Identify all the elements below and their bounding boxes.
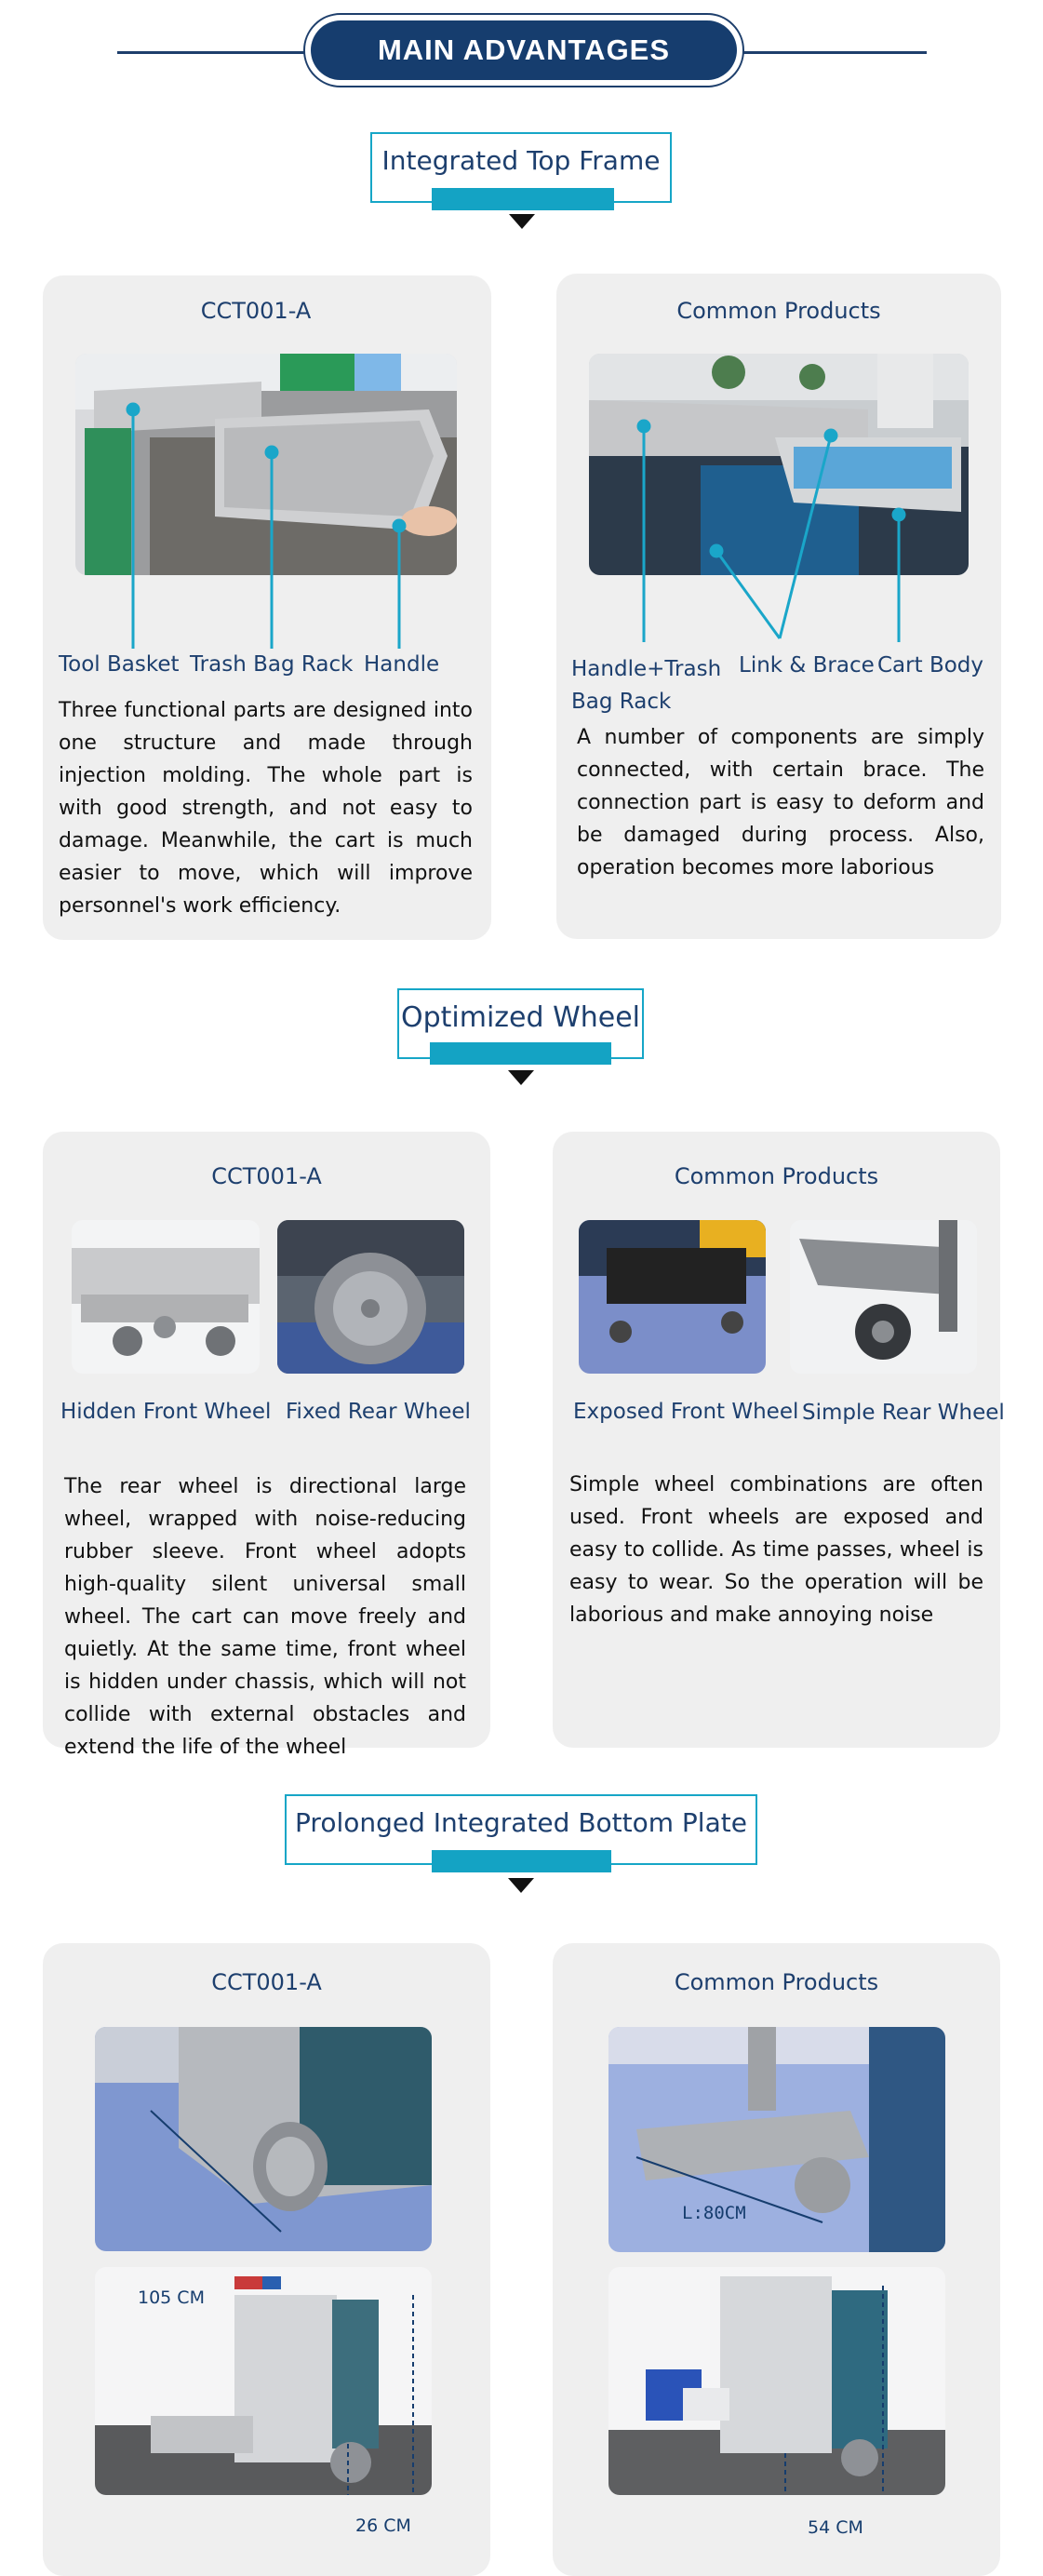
header-badge — [303, 13, 744, 87]
photo-caption: Simple Rear Wheel — [802, 1401, 1005, 1425]
callout-label: Link & Brace — [739, 653, 875, 678]
section-arrow-icon — [508, 1070, 534, 1085]
callout-label: Handle+Trash Bag Rack — [571, 657, 722, 714]
callout-label: Cart Body — [877, 653, 984, 678]
section-title-bar — [432, 188, 614, 210]
panel-title: CCT001-A — [211, 1163, 322, 1189]
header-rule-right — [742, 51, 927, 54]
section-title: Integrated Top Frame — [381, 145, 661, 176]
section-arrow-icon — [509, 214, 535, 229]
section-arrow-icon — [508, 1878, 534, 1893]
section-title-bar — [430, 1042, 611, 1065]
dimension-label: 105 CM — [138, 2288, 205, 2308]
hidden-front-wheel-photo — [72, 1220, 260, 1374]
header-rule-left — [117, 51, 305, 54]
dimension-label: 26 CM — [355, 2516, 411, 2536]
panel-title: Common Products — [674, 1163, 879, 1189]
panel-description: Simple wheel combinations are often used. Front wheels are exposed and easy to collide. As time passes, wheel is easy to wear. So the operation will be laborious and make annoying noise — [569, 1473, 983, 1627]
bottom-plate-length-photo — [95, 2027, 432, 2251]
common-cart-height-photo — [608, 2267, 945, 2495]
panel-description: The rear wheel is directional large wheel, wrapped with noise-reducing rubber sleeve. Front wheel adopts high-quality silent universal small wheel. The cart can move freely and quietly. At the same time, front wheel is hidden under chassis, which will not collide with external obstacles and extend the life of the wheel — [64, 1475, 466, 1759]
panel-description: Three functional parts are designed into one structure and made through injection molding. The whole part is with good strength, and not easy to damage. Meanwhile, the cart is much easier to move, which will improve personnel's work efficiency. — [59, 699, 473, 918]
panel-description: A number of components are simply connected, with certain brace. The connection part is easy to deform and be damaged during process. Also, operation becomes more laborious — [577, 726, 984, 879]
exposed-front-wheel-photo — [579, 1220, 766, 1374]
section-title-bar — [432, 1850, 611, 1872]
fixed-rear-wheel-photo — [277, 1220, 464, 1374]
panel-title: CCT001-A — [211, 1969, 322, 1995]
panel-title: Common Products — [676, 298, 881, 324]
callout-label: Handle — [364, 652, 440, 677]
callout-label: Tool Basket — [59, 652, 180, 677]
section-title: Optimized Wheel — [400, 1001, 641, 1034]
dimension-label: L:80CM — [682, 2203, 746, 2223]
photo-caption: Hidden Front Wheel — [60, 1400, 272, 1424]
dimension-label: 54 CM — [808, 2517, 863, 2538]
common-top-frame-callout-lines — [589, 354, 969, 661]
panel-title: CCT001-A — [200, 298, 312, 324]
callout-label: Trash Bag Rack — [190, 652, 354, 677]
panel-title: Common Products — [674, 1969, 879, 1995]
photo-caption: Fixed Rear Wheel — [286, 1400, 471, 1424]
top-frame-callout-lines — [75, 354, 457, 661]
section-title: Prolonged Integrated Bottom Plate — [295, 1807, 747, 1838]
header-title: MAIN ADVANTAGES — [311, 20, 737, 80]
photo-caption: Exposed Front Wheel — [573, 1400, 799, 1424]
common-bottom-plate-length-photo — [608, 2027, 945, 2252]
simple-rear-wheel-photo — [790, 1220, 977, 1374]
